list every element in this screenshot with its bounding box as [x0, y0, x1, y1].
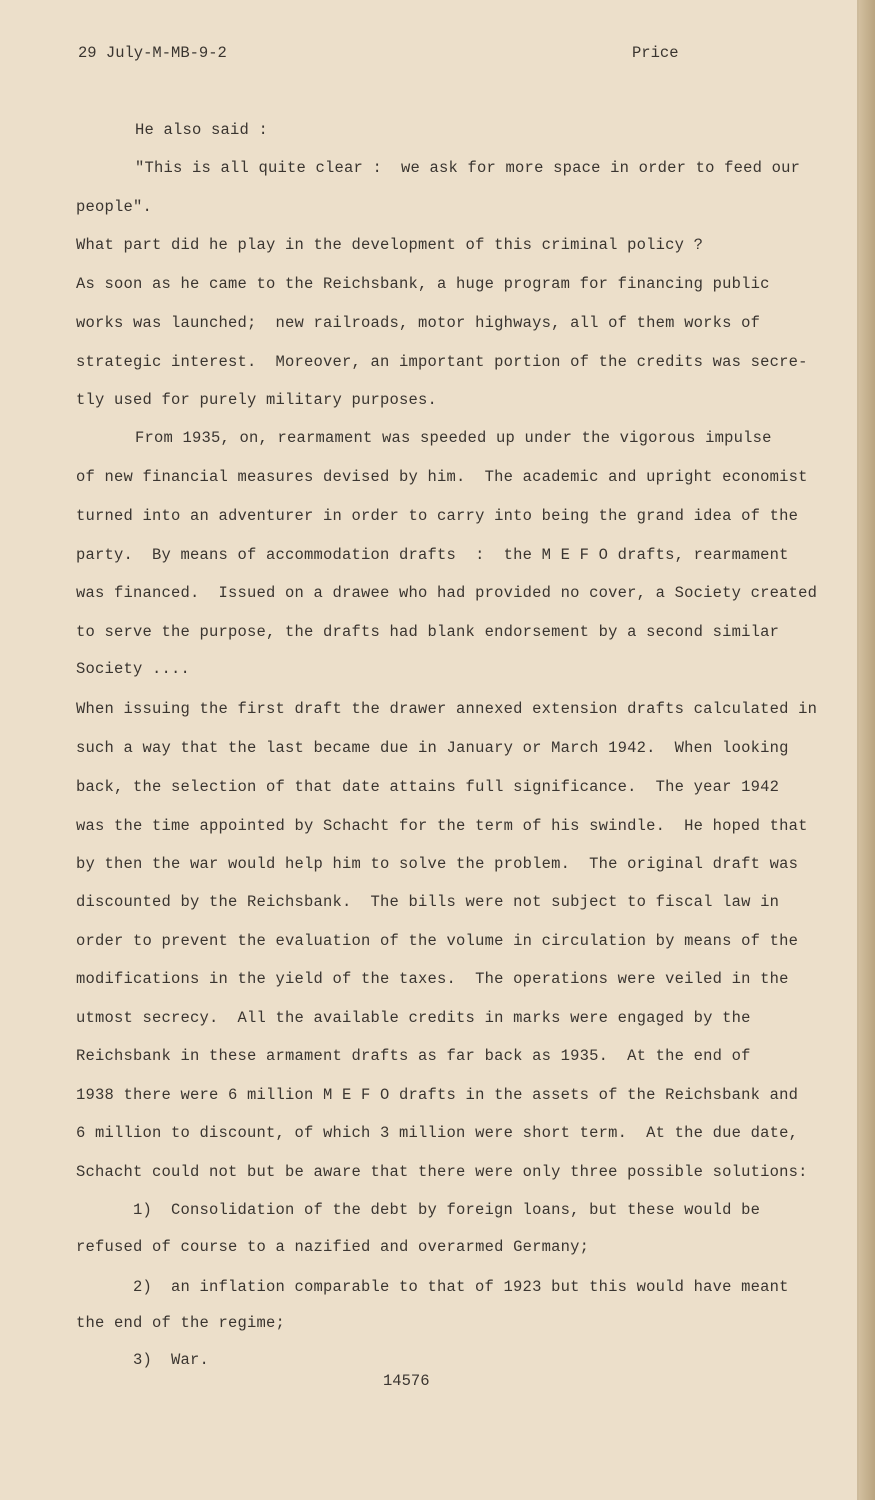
text-line: party. By means of accommodation drafts : the M E F O drafts, rearmament: [76, 546, 789, 564]
text-line: Schacht could not but be aware that there were only three possible solutions:: [76, 1163, 808, 1181]
text-line: the end of the regime;: [76, 1314, 286, 1332]
text-line: by then the war would help him to solve the problem. The original draft was: [76, 855, 799, 873]
text-line: works was launched; new railroads, motor highways, all of them works of: [76, 314, 761, 332]
text-line: He also said :: [135, 121, 269, 139]
text-line: Reichsbank in these armament drafts as far back as 1935. At the end of: [76, 1047, 751, 1065]
text-line: 1) Consolidation of the debt by foreign loans, but these would be: [133, 1201, 761, 1219]
page-number: 14576: [383, 1372, 430, 1390]
text-line: From 1935, on, rearmament was speeded up under the vigorous impulse: [135, 429, 772, 447]
text-line: utmost secrecy. All the available credits in marks were engaged by the: [76, 1009, 751, 1027]
document-reference: 29 July-M-MB-9-2: [78, 44, 227, 62]
text-line: As soon as he came to the Reichsbank, a huge program for financing public: [76, 275, 770, 293]
text-line: was financed. Issued on a drawee who had provided no cover, a Society created: [76, 584, 818, 602]
text-line: 2) an inflation comparable to that of 1923 but this would have meant: [133, 1278, 789, 1296]
text-line: tly used for purely military purposes.: [76, 391, 438, 409]
text-line: What part did he play in the development of this criminal policy ?: [76, 236, 704, 254]
text-line: 6 million to discount, of which 3 million were short term. At the due date,: [76, 1124, 799, 1142]
text-line: refused of course to a nazified and overarmed Germany;: [76, 1238, 590, 1256]
text-line: turned into an adventurer in order to carry into being the grand idea of the: [76, 507, 799, 525]
text-line: to serve the purpose, the drafts had blank endorsement by a second similar: [76, 623, 780, 641]
text-line: discounted by the Reichsbank. The bills were not subject to fiscal law in: [76, 893, 780, 911]
text-line: modifications in the yield of the taxes. The operations were veiled in the: [76, 970, 789, 988]
text-line: such a way that the last became due in January or March 1942. When looking: [76, 739, 789, 757]
text-line: Society ....: [76, 660, 191, 678]
text-line: strategic interest. Moreover, an important portion of the credits was secre-: [76, 353, 808, 371]
text-line: 3) War.: [133, 1351, 210, 1369]
text-line: of new financial measures devised by him. The academic and upright economist: [76, 468, 808, 486]
text-line: people".: [76, 198, 153, 216]
speaker-name: Price: [632, 44, 679, 62]
text-line: "This is all quite clear : we ask for more space in order to feed our: [135, 159, 801, 177]
text-line: was the time appointed by Schacht for the term of his swindle. He hoped that: [76, 817, 808, 835]
text-line: back, the selection of that date attains full significance. The year 1942: [76, 778, 780, 796]
page-edge: [859, 0, 875, 1500]
text-line: order to prevent the evaluation of the volume in circulation by means of the: [76, 932, 799, 950]
text-line: 1938 there were 6 million M E F O drafts in the assets of the Reichsbank and: [76, 1086, 799, 1104]
text-line: When issuing the first draft the drawer annexed extension drafts calculated in: [76, 700, 818, 718]
